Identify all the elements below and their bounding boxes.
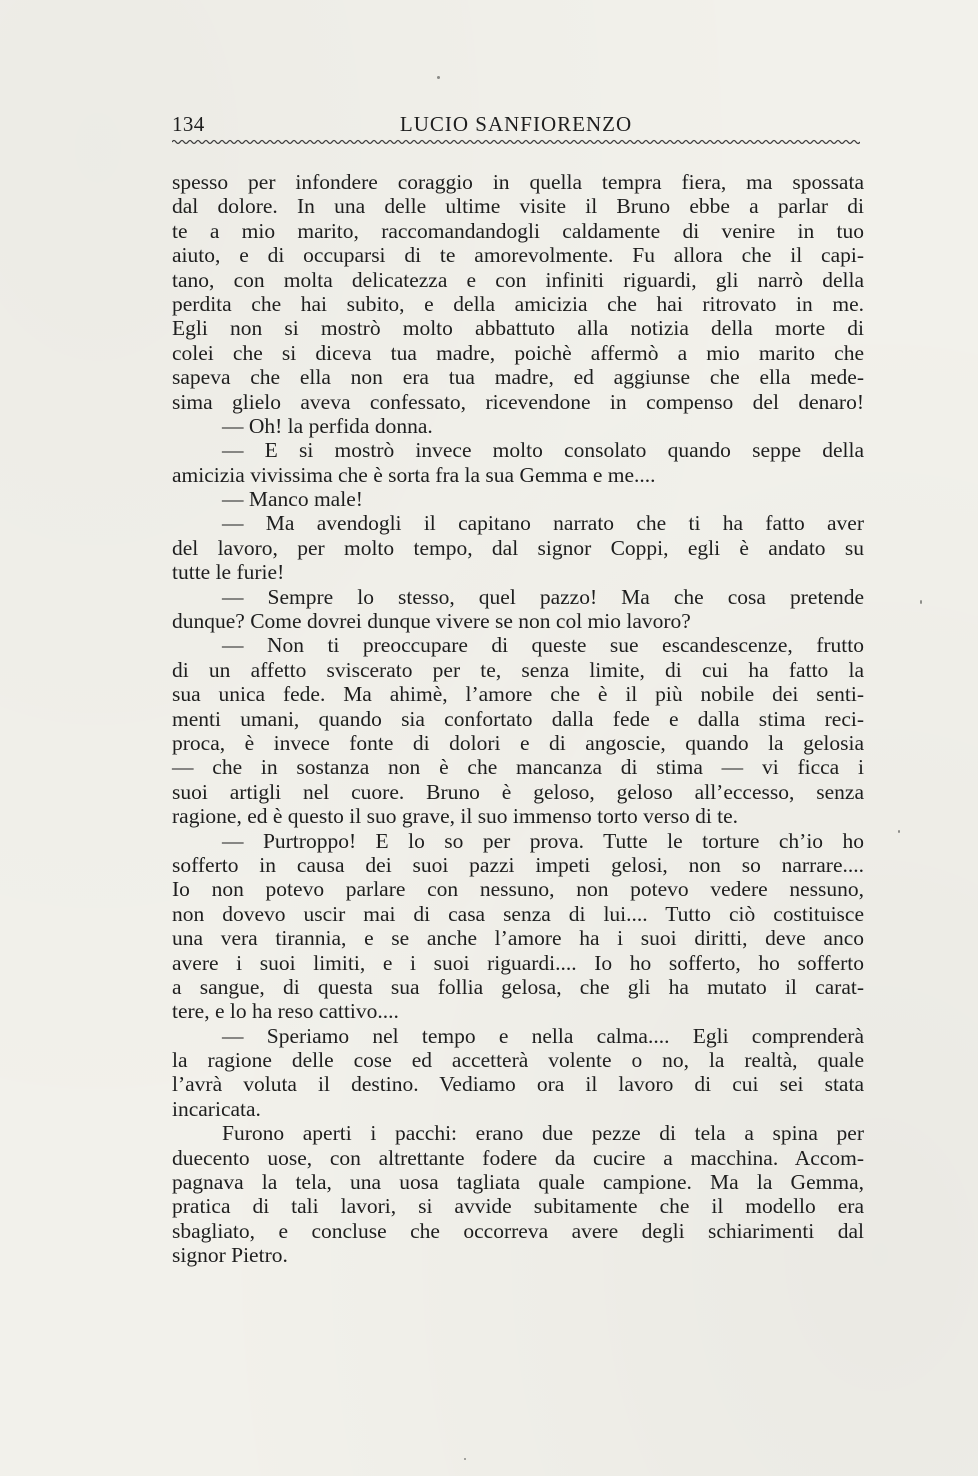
text-line: — Purtroppo! E lo so per prova. Tutte le torture ch’io ho [222, 828, 864, 853]
text-line: tutte le furie! [172, 560, 285, 585]
text-line: perdita che hai subito, e della amicizia che hai ritrovato in me. [172, 291, 864, 316]
text-line: ragione, ed è questo il suo grave, il suo immenso torto verso di te. [172, 804, 739, 829]
text-line: sofferto in causa dei suoi pazzi impeti gelosi, non so narrare.... [172, 852, 864, 877]
text-line: Io non potevo parlare con nessuno, non potevo vedere nessuno, [172, 877, 864, 902]
text-line: — Manco male! [222, 487, 363, 512]
text-line: — E si mostrò invece molto consolato quando seppe della [222, 438, 864, 463]
text-line: suoi artigli nel cuore. Bruno è geloso, geloso all’eccesso, senza [172, 779, 864, 804]
text-line: sima glielo aveva confessato, ricevendone in compenso del denaro! [172, 389, 864, 414]
text-line: l’avrà voluta il destino. Vediamo ora il lavoro di cui sei stata [172, 1072, 864, 1097]
text-line: incaricata. [172, 1096, 261, 1121]
running-title: LUCIO SANFIORENZO [399, 112, 633, 136]
text-line: duecento uose, con altrettante fodere da cucire a macchina. Accom- [172, 1145, 864, 1170]
paper-speck [437, 76, 440, 79]
text-line: signor Pietro. [172, 1243, 288, 1268]
text-line: — Speriamo nel tempo e nella calma.... Egli comprenderà [222, 1023, 864, 1048]
text-line: proca, è invece fonte di dolori e di angoscie, quando la gelosia [172, 730, 864, 755]
text-line: una vera tirannia, e se anche l’amore ha i suoi diritti, deve anco [172, 926, 864, 951]
text-line: di un affetto sviscerato per te, senza limite, di cui ha fatto la [172, 657, 864, 682]
page-number: 134 [172, 112, 205, 136]
text-line: — Oh! la perfida donna. [222, 413, 433, 438]
text-line: la ragione delle cose ed accetterà volente o no, la realtà, quale [172, 1048, 864, 1073]
text-line: pratica di tali lavori, si avvide subitamente che il modello era [172, 1194, 864, 1219]
text-line: — che in sostanza non è che mancanza di stima — vi ficca i [172, 755, 864, 780]
text-line: te a mio marito, raccomandandogli caldamente di venire in tuo [172, 218, 864, 243]
text-line: aiuto, e di occuparsi di te amorevolmente. Fu allora che il capi- [172, 243, 864, 268]
text-line: spesso per infondere coraggio in quella tempra fiera, ma spossata [172, 170, 864, 194]
text-line: dunque? Come dovrei dunque vivere se non col mio lavoro? [172, 609, 691, 634]
text-line: Egli non si mostrò molto abbattuto alla notizia della morte di [172, 316, 864, 341]
text-line: — Ma avendogli il capitano narrato che ti ha fatto aver [222, 511, 864, 536]
text-line: sbagliato, e concluse che occorreva avere degli schiarimenti dal [172, 1218, 864, 1243]
text-line: a sangue, di questa sua follia gelosa, che gli ha mutato il carat- [172, 974, 864, 999]
text-line: pagnava la tela, una uosa tagliata quale campione. Ma la Gemma, [172, 1170, 864, 1195]
paper-speck [920, 600, 922, 604]
text-line: dal dolore. In una delle ultime visite il Bruno ebbe a parlar di [172, 194, 864, 219]
text-line: del lavoro, per molto tempo, dal signor Coppi, egli è andato su [172, 535, 864, 560]
text-line: Furono aperti i pacchi: erano due pezze di tela a spina per [222, 1121, 864, 1146]
text-line: non dovevo uscir mai di casa senza di lui.... Tutto ciò costituisce [172, 901, 864, 926]
text-line: colei che si diceva tua madre, poichè affermò a mio marito che [172, 340, 864, 365]
text-line: sapeva che ella non era tua madre, ed aggiunse che ella mede- [172, 365, 864, 390]
text-line: amicizia vivissima che è sorta fra la sua Gemma e me.... [172, 462, 656, 487]
text-line: avere i suoi limiti, e i suoi riguardi.... Io ho sofferto, ho sofferto [172, 950, 864, 975]
text-line: — Sempre lo stesso, quel pazzo! Ma che cosa pretende [222, 584, 864, 609]
text-line: sua unica fede. Ma ahimè, l’amore che è il più nobile dei senti- [172, 682, 864, 707]
text-line: — Non ti preoccupare di queste sue escandescenze, frutto [222, 633, 864, 658]
text-line: tere, e lo ha reso cattivo.... [172, 999, 399, 1024]
body-text [172, 170, 864, 1268]
paper-speck [464, 1458, 466, 1460]
paper-speck [898, 830, 900, 833]
text-line: tano, con molta delicatezza e con infiniti riguardi, gli narrò della [172, 267, 864, 292]
header-wavy-rule [172, 138, 860, 146]
text-line: menti umani, quando sia confortato dalla fede e dalla stima reci- [172, 706, 864, 731]
